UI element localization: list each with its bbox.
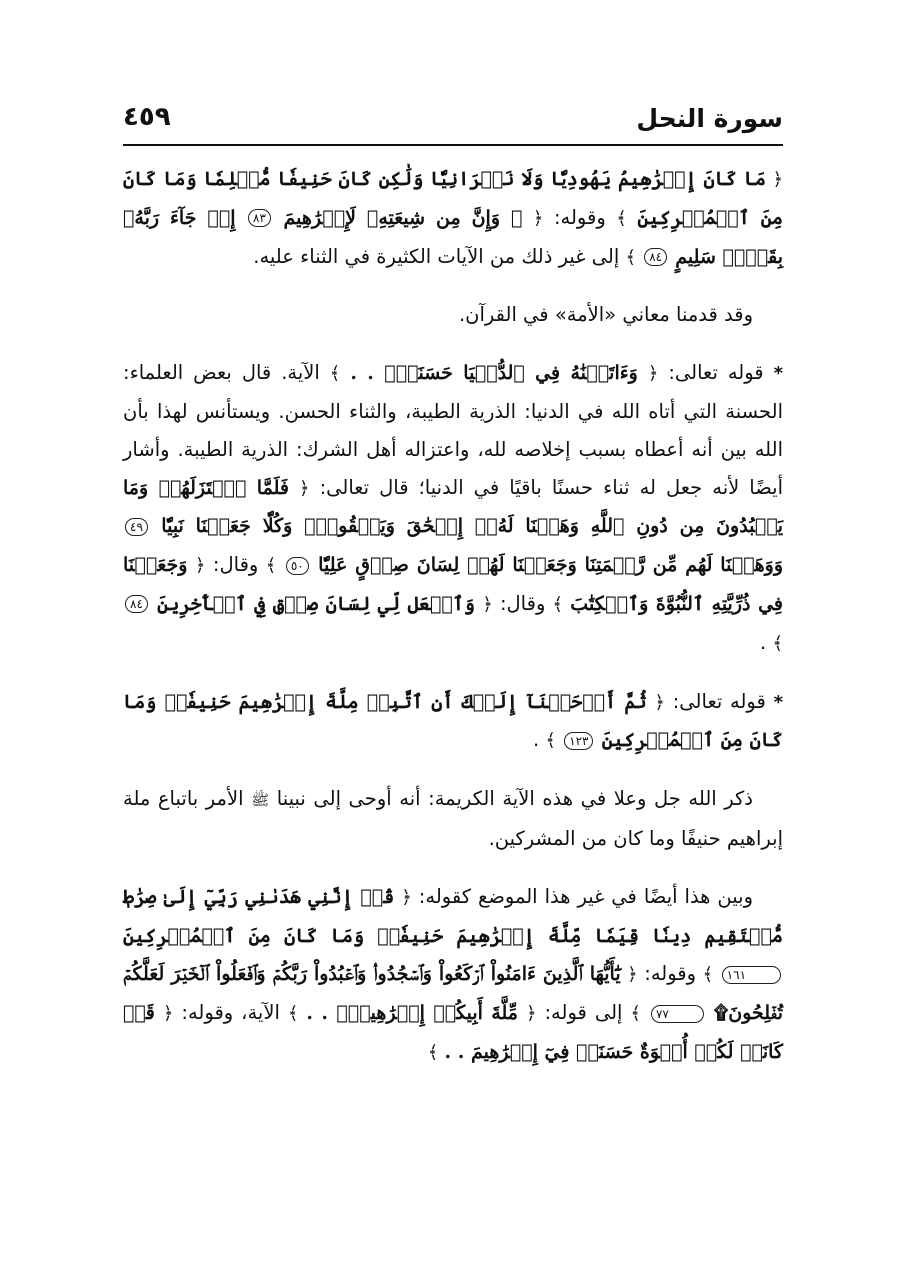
paragraph-4 [123, 683, 783, 761]
quran-verse: قَدۡ كَانَتۡ لَكُمۡ أُسۡوَةٌ حَسَنَةٞ فِيٓ إِبۡرَٰهِيمَ . . [123, 1002, 783, 1063]
paragraph-5 [123, 780, 783, 858]
ayah-number-marker: ٤٩ [125, 518, 148, 536]
body-text: وقوله: [644, 962, 697, 986]
ayah-number-marker: ٨٤ [125, 595, 148, 613]
section-star-marker: * [773, 691, 784, 713]
body-text: إلى غير ذلك من الآيات الكثيرة في الثناء عليه. [253, 244, 620, 268]
quran-verse: إِذۡ جَآءَ رَبَّهُۥ بِقَلۡبٖ سَلِيمٍ [123, 206, 783, 268]
paragraph-3 [123, 354, 783, 662]
body-text: . [532, 728, 540, 752]
verse-open-bracket: ﴿ [162, 1003, 174, 1025]
body-text: الأمر باتباع ملة إبراهيم حنيفًا وما كان من المشركين. [123, 787, 783, 850]
verse-open-bracket: ﴿ [772, 169, 784, 190]
verse-close-bracket: ﴾ [702, 964, 714, 986]
quran-verse: وَءَاتَيۡنَٰهُ فِي ٱلدُّنۡيَا حَسَنَةٗۖ . . [350, 362, 638, 385]
document-page [123, 100, 783, 1092]
paragraph-2 [123, 296, 783, 334]
verse-close-bracket: ﴾ [625, 246, 636, 268]
ayah-number-marker: ٧٧ [651, 1005, 704, 1023]
page-number: ٤٥٩ [123, 102, 171, 132]
quran-verse: ۞ وَإِنَّ مِن شِيعَتِهِۦ لَإِبۡرَٰهِيمَ [283, 206, 523, 229]
verse-close-bracket: ﴾ [552, 593, 564, 615]
body-text: قوله تعالى: [668, 361, 764, 385]
verse-close-bracket: ﴾ [772, 632, 783, 654]
quran-verse: مِّلَّةَ أَبِيكُمۡ إِبۡرَٰهِيمَۚ . . [306, 1002, 518, 1025]
ayah-number-marker: ١٦١ [722, 966, 781, 984]
body-text: وبين هذا أيضًا في غير هذا الموضع كقوله: [418, 884, 754, 908]
verse-close-bracket: ﴾ [265, 555, 277, 577]
body-text: . [760, 630, 767, 654]
section-star-marker: * [773, 363, 784, 385]
body-text: إلى قوله: [544, 1001, 623, 1025]
verse-close-bracket: ﴾ [545, 730, 556, 752]
quran-verse: وَجَعَلۡنَا فِي ذُرِّيَّتِهِ ٱلنُّبُوَّةَ وَٱلۡكِتَٰبَ [123, 554, 783, 615]
quran-verse: وَٱجۡعَل لِّي لِسَانَ صِدۡقٖ فِي ٱلۡأٓخِرِينَ [157, 592, 476, 615]
verse-open-bracket: ﴿ [482, 593, 493, 615]
paragraph-1 [123, 160, 783, 276]
verse-close-bracket: ﴾ [616, 207, 627, 229]
body-text: وقال: [499, 591, 546, 615]
body-text: الآية، وقوله: [181, 1001, 280, 1025]
ayah-number-marker: ١٢٣ [564, 732, 593, 750]
verse-open-bracket: ﴿ [654, 691, 665, 713]
body-text: قوله تعالى: [672, 689, 766, 713]
body-text: الآية. قال بعض العلماء: الحسنة التي أتاه الله في الدنيا: الذرية الطيبة، والثناء الحسن. ويستأنس لهذا بأن الله بين أنه أعطاه بسبب إخلاصه لله، واعتزاله أهل الشرك: الذرية الطيبة. وأشار أيضًا لأنه جعل له ثناء حسنًا باقيًا في الدنيا؛ قال تعالى: [123, 361, 783, 499]
quran-verse: مَا كَانَ إِبۡرَٰهِيمُ يَهُودِيّٗا وَلَا نَصۡرَانِيّٗا وَلَٰكِن كَانَ حَنِيفٗا مُّسۡلِمٗا وَمَا كَانَ مِنَ ٱلۡمُشۡرِكِينَ [123, 168, 783, 229]
ayah-number-marker: ٥٠ [286, 557, 309, 575]
page-header [123, 100, 783, 146]
quran-verse: فَلَمَّا ٱعۡتَزَلَهُمۡ وَمَا يَعۡبُدُونَ مِن دُونِ ٱللَّهِ وَهَبۡنَا لَهُۥٓ إِسۡحَٰقَ وَيَعۡقُوبَۖ وَكُلّٗا جَعَلۡنَا نَبِيّٗا [123, 476, 784, 538]
verse-close-bracket: ﴾ [630, 1003, 641, 1025]
verse-open-bracket: ﴿ [627, 964, 638, 986]
verse-open-bracket: ﴿ [401, 886, 412, 908]
ayah-number-marker: ٨٣ [248, 209, 271, 227]
verse-open-bracket: ﴿ [647, 363, 659, 385]
quran-verse: قُلۡ إِنَّنِي هَدَىٰنِي رَبِّيٓ إِلَىٰ صِرَٰطٖ مُّسۡتَقِيمٖ دِينٗا قِيَمٗا مِّلَّةَ إِبۡرَٰهِيمَ حَنِيفٗاۚ وَمَا كَانَ مِنَ ٱلۡمُشۡرِكِينَ [123, 885, 783, 947]
page-content [123, 160, 783, 1072]
body-text: وقال: [212, 553, 259, 577]
honorific-glyph: ﷺ [251, 791, 270, 810]
verse-open-bracket: ﴿ [532, 207, 544, 229]
verse-close-bracket: ﴾ [287, 1003, 299, 1025]
verse-open-bracket: ﴿ [194, 555, 206, 577]
verse-open-bracket: ﴿ [525, 1003, 537, 1025]
quran-verse: وَوَهَبۡنَا لَهُم مِّن رَّحۡمَتِنَا وَجَعَلۡنَا لَهُمۡ لِسَانَ صِدۡقٍ عَلِيّٗا [318, 554, 784, 577]
quran-verse: يَٰٓأَيُّهَا ٱلَّذِينَ ءَامَنُواْ ٱرۡكَعُواْ وَٱسۡجُدُواْۤ وَٱعۡبُدُواْ رَبَّكُمۡ وَٱفۡعَلُواْ ٱلۡخَيۡرَ لَعَلَّكُمۡ تُفۡلِحُونَ۩ [123, 963, 784, 1025]
verse-open-bracket: ﴿ [298, 477, 310, 499]
body-text: وقوله: [553, 205, 606, 229]
verse-close-bracket: ﴾ [427, 1041, 439, 1063]
surah-title: سورة النحل [636, 104, 783, 133]
quran-verse: ثُمَّ أَوۡحَيۡنَآ إِلَيۡكَ أَنِ ٱتَّبِعۡ مِلَّةَ إِبۡرَٰهِيمَ حَنِيفٗاۖ وَمَا كَانَ مِنَ ٱلۡمُشۡرِكِينَ [123, 690, 783, 752]
body-text: وقد قدمنا معاني «الأمة» في القرآن. [458, 303, 753, 327]
body-text: ذكر الله جل وعلا في هذه الآية الكريمة: أنه أوحى إلى نبينا [276, 787, 753, 811]
verse-close-bracket: ﴾ [329, 363, 341, 385]
ayah-number-marker: ٨٤ [644, 248, 667, 266]
paragraph-6 [123, 878, 783, 1072]
